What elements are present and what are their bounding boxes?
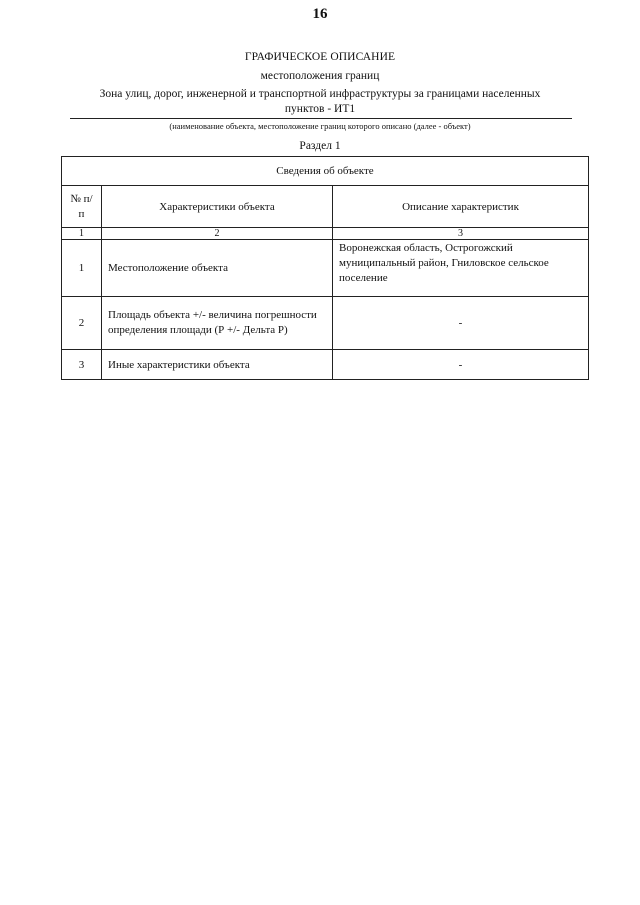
row-description: - — [333, 297, 589, 350]
object-info-table — [61, 156, 589, 380]
table-row — [62, 297, 589, 350]
section-title: Раздел 1 — [299, 140, 341, 152]
column-number: 3 — [333, 228, 589, 240]
header-characteristic: Характеристики объекта — [102, 186, 333, 228]
document-subtitle: местоположения границ — [260, 70, 380, 82]
table-caption: Сведения об объекте — [62, 157, 589, 186]
table-caption-row — [62, 157, 589, 186]
row-number: 1 — [62, 240, 102, 297]
object-name-underline — [70, 118, 572, 119]
row-number: 2 — [62, 297, 102, 350]
object-name: Зона улиц, дорог, инженерной и транспортной инфраструктуры за границами населенных пунктов - ИТ1 — [99, 88, 541, 115]
row-characteristic: Площадь объекта +/- величина погрешности определения площади (Р +/- Дельта Р) — [102, 297, 333, 350]
table-header-row — [62, 186, 589, 228]
page-number: 16 — [312, 6, 328, 22]
row-description: Воронежская область, Острогожский муниципальный район, Гниловское сельское поселение — [333, 240, 589, 297]
column-number-row — [62, 228, 589, 240]
column-number: 2 — [102, 228, 333, 240]
table-row — [62, 240, 589, 297]
object-name-note: (наименование объекта, местоположение границ которого описано (далее - объект) — [169, 121, 471, 131]
header-number: № п/п — [62, 186, 102, 228]
document-title: ГРАФИЧЕСКОЕ ОПИСАНИЕ — [244, 51, 396, 63]
row-characteristic: Иные характеристики объекта — [102, 350, 333, 380]
table-row — [62, 350, 589, 380]
row-number: 3 — [62, 350, 102, 380]
row-characteristic: Местоположение объекта — [102, 240, 333, 297]
header-description: Описание характеристик — [333, 186, 589, 228]
column-number: 1 — [62, 228, 102, 240]
row-description: - — [333, 350, 589, 380]
